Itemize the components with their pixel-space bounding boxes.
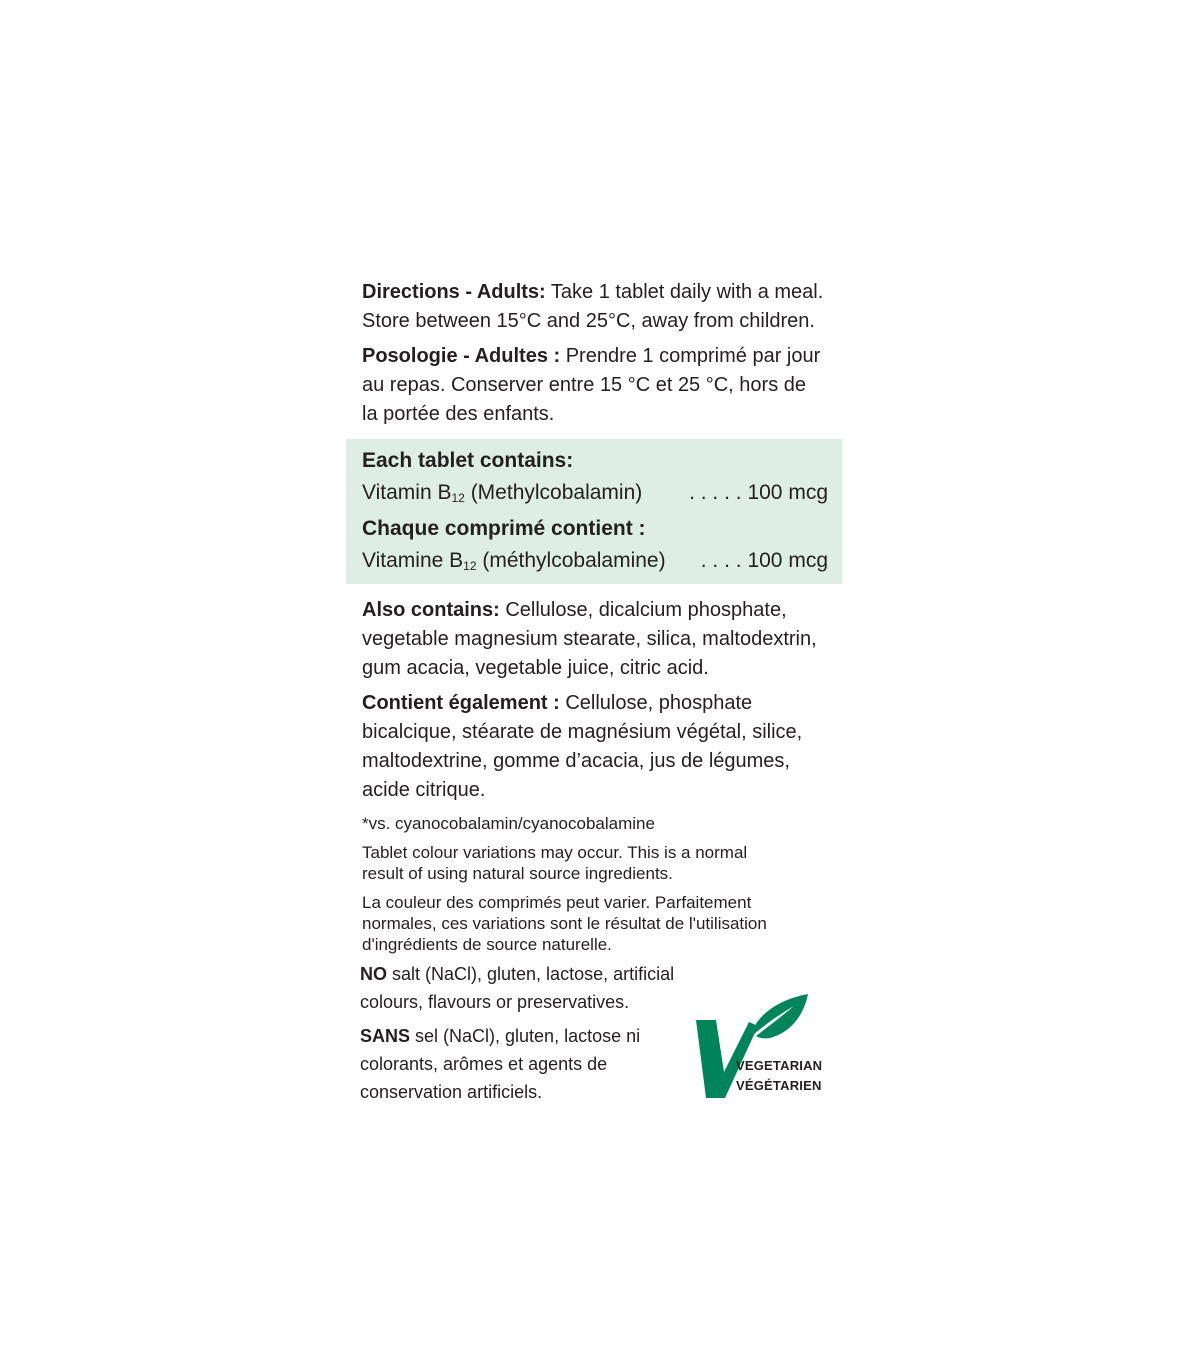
directions-en-label: Directions - Adults: xyxy=(362,281,546,303)
vegetarian-label-en: VEGETARIAN xyxy=(736,1058,823,1073)
amount-en: 100 mcg xyxy=(747,481,828,504)
free-from-en-text: salt (NaCl), gluten, lactose, artificial xyxy=(387,964,675,984)
also-contains-fr xyxy=(362,689,842,718)
ingredient-suffix-fr: (méthylcobalamine) xyxy=(476,549,666,572)
free-from-en xyxy=(360,960,700,988)
colour-note-en-line2: result of using natural source ingredients. xyxy=(362,864,673,883)
free-from-fr-text: sel (NaCl), gluten, lactose ni xyxy=(410,1026,641,1046)
also-contains-en-line3: gum acacia, vegetable juice, citric acid. xyxy=(362,657,709,679)
also-contains-fr-line2: bicalcique, stéarate de magnésium végétal, silice, xyxy=(362,721,803,743)
free-from-en-line2: colours, flavours or preservatives. xyxy=(360,992,630,1012)
dot-leader-fr: . . . . xyxy=(700,549,742,572)
footnote: *vs. cyanocobalamin/cyanocobalamine xyxy=(362,814,655,833)
vegetarian-label-fr: VÉGÉTARIEN xyxy=(736,1078,822,1093)
colour-note-fr-line2: normales, ces variations sont le résultat de l'utilisation xyxy=(362,914,767,933)
also-contains-section xyxy=(362,596,842,955)
supplement-facts-box xyxy=(346,439,842,584)
also-contains-en-line2: vegetable magnesium stearate, silica, maltodextrin, xyxy=(362,628,817,650)
ingredient-prefix-fr: Vitamine B xyxy=(362,549,464,572)
ingredient-suffix-en: (Methylcobalamin) xyxy=(464,481,643,504)
dot-leader-en: . . . . . xyxy=(689,481,742,504)
also-contains-fr-label: Contient également : xyxy=(362,692,560,714)
ingredient-prefix-en: Vitamin B xyxy=(362,481,452,504)
ingredient-name-fr xyxy=(362,545,666,577)
free-from-fr-line2: colorants, arômes et agents de xyxy=(360,1054,608,1074)
free-from-fr-label: SANS xyxy=(360,1026,411,1046)
vegetarian-badge-text xyxy=(736,1056,822,1096)
ingredient-row-en xyxy=(362,477,828,509)
also-contains-en-label: Also contains: xyxy=(362,599,500,621)
colour-note-fr-line1: La couleur des comprimés peut varier. Parfaitement xyxy=(362,893,752,912)
ingredient-amount-en xyxy=(689,477,828,509)
free-from-en-label: NO xyxy=(360,964,387,984)
directions-en-line2: Store between 15°C and 25°C, away from children. xyxy=(362,310,815,332)
directions-fr-line2: au repas. Conserver entre 15 °C et 25 °C, hors de xyxy=(362,374,807,396)
directions-section xyxy=(362,278,842,429)
colour-note-en-line1: Tablet colour variations may occur. This is a normal xyxy=(362,843,748,862)
vegetarian-badge xyxy=(694,992,844,1102)
directions-fr-text: Prendre 1 comprimé par jour xyxy=(560,345,821,367)
colour-note-fr-line3: d'ingrédients de source naturelle. xyxy=(362,935,612,954)
ingredient-amount-fr xyxy=(701,545,828,577)
ingredient-name-en xyxy=(362,477,642,509)
supplement-heading-en: Each tablet contains: xyxy=(362,449,574,472)
amount-fr: 100 mcg xyxy=(747,549,828,572)
also-contains-fr-text: Cellulose, phosphate xyxy=(559,692,753,714)
directions-fr-line3: la portée des enfants. xyxy=(362,403,555,425)
free-from-fr xyxy=(360,1022,700,1050)
directions-en xyxy=(362,278,842,307)
ingredient-row-fr xyxy=(362,545,828,577)
ingredient-subscript-en: 12 xyxy=(451,491,465,505)
also-contains-en-text: Cellulose, dicalcium phosphate, xyxy=(499,599,787,621)
directions-fr xyxy=(362,342,842,371)
ingredient-subscript-fr: 12 xyxy=(463,559,477,573)
also-contains-fr-line3: maltodextrine, gomme d’acacia, jus de légumes, xyxy=(362,750,790,772)
directions-fr-label: Posologie - Adultes : xyxy=(362,345,561,367)
free-from-section xyxy=(360,960,700,1106)
free-from-fr-line3: conservation artificiels. xyxy=(360,1082,543,1102)
also-contains-fr-line4: acide citrique. xyxy=(362,779,486,801)
also-contains-en xyxy=(362,596,842,625)
directions-en-text: Take 1 tablet daily with a meal. xyxy=(545,281,824,303)
supplement-heading-fr: Chaque comprimé contient : xyxy=(362,517,646,540)
